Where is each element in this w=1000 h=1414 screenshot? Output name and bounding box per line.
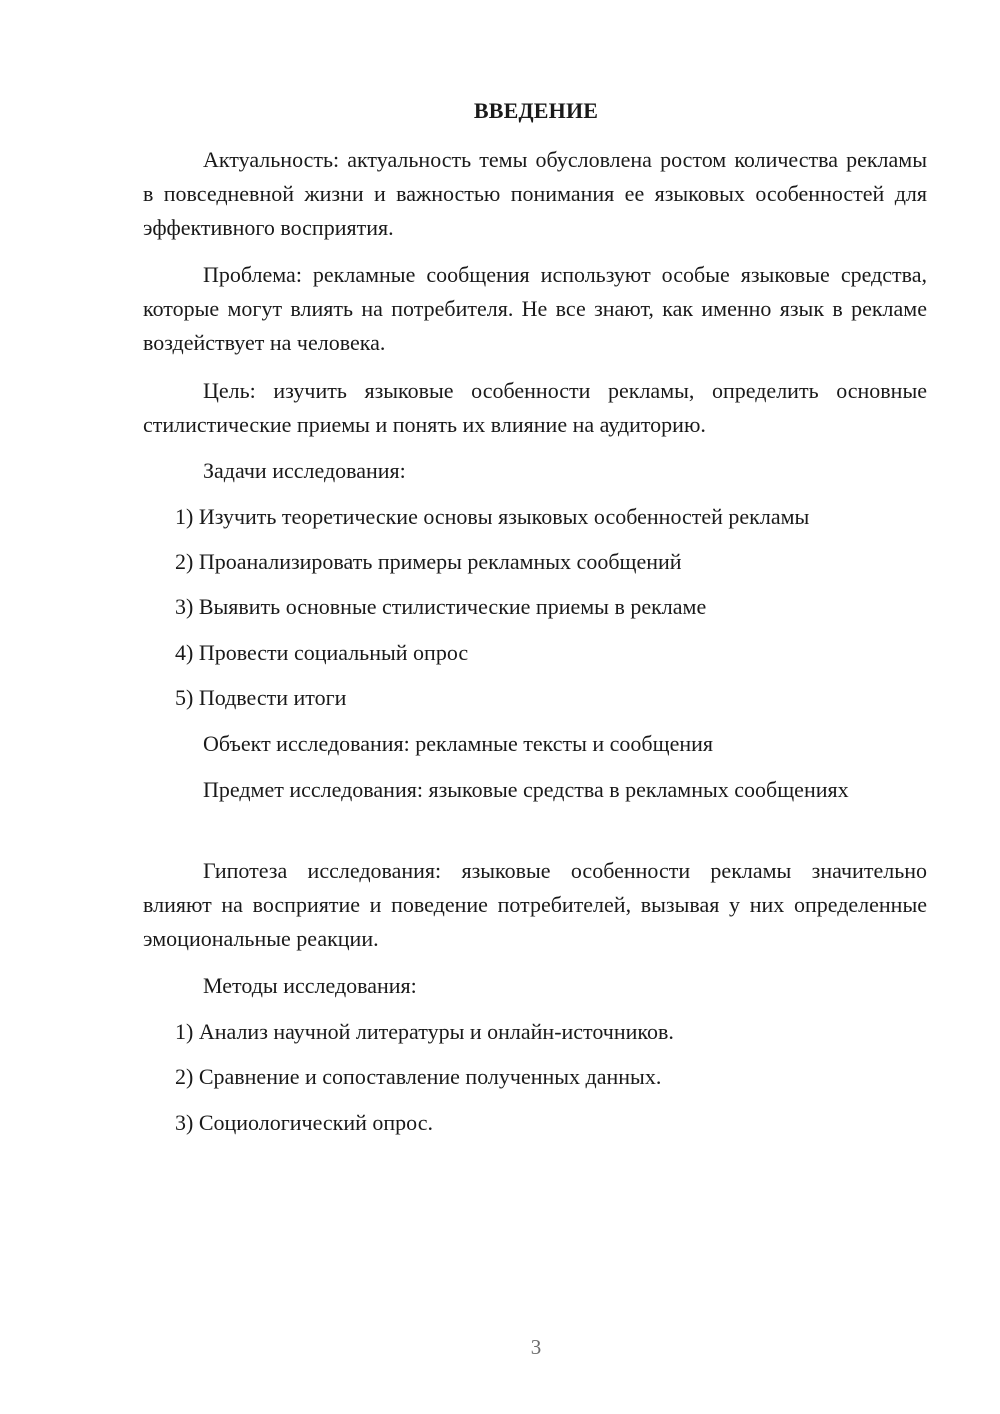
relevance-text: Актуальность: актуальность темы обусловлена ростом количества рекламы в повседневной жизни и важностью понимания ее языковых особенностей для эффективного восприятия. xyxy=(143,147,927,240)
paragraph-subject xyxy=(143,773,927,807)
methods-heading-text: Методы исследования: xyxy=(203,973,417,998)
page-number: 3 xyxy=(530,1335,542,1359)
paragraph-object xyxy=(143,727,927,761)
list-item: 3) Социологический опрос. xyxy=(175,1110,433,1135)
list-item: 3) Выявить основные стилистические приемы в рекламе xyxy=(175,594,707,619)
methods-item xyxy=(143,1106,927,1140)
paragraph-goal xyxy=(143,374,927,442)
tasks-item xyxy=(143,590,927,624)
tasks-heading-text: Задачи исследования: xyxy=(203,458,406,483)
problem-text: Проблема: рекламные сообщения используют особые языковые средства, которые могут влиять на потребителя. Не все знают, как именно язык в рекламе воздействует на человека. xyxy=(143,262,927,355)
tasks-item xyxy=(143,545,927,579)
page-title: ВВЕДЕНИЕ xyxy=(473,98,599,123)
list-item: 1) Изучить теоретические основы языковых особенностей рекламы xyxy=(175,504,810,529)
subject-text: Предмет исследования: языковые средства в рекламных сообщениях xyxy=(203,777,849,802)
list-item: 5) Подвести итоги xyxy=(175,685,347,710)
tasks-item xyxy=(143,636,927,670)
object-text: Объект исследования: рекламные тексты и сообщения xyxy=(203,731,713,756)
paragraph-relevance xyxy=(143,143,927,245)
goal-text: Цель: изучить языковые особенности рекламы, определить основные стилистические приемы и понять их влияние на аудиторию. xyxy=(143,378,927,437)
list-item: 4) Провести социальный опрос xyxy=(175,640,469,665)
tasks-heading xyxy=(143,454,927,488)
paragraph-hypothesis xyxy=(143,854,927,956)
methods-item xyxy=(143,1060,927,1094)
list-item: 2) Проанализировать примеры рекламных сообщений xyxy=(175,549,682,574)
methods-heading xyxy=(143,969,927,1003)
list-item: 1) Анализ научной литературы и онлайн-источников. xyxy=(175,1019,674,1044)
paragraph-problem xyxy=(143,258,927,360)
methods-item xyxy=(143,1015,927,1049)
tasks-item xyxy=(143,500,927,534)
tasks-item xyxy=(143,681,927,715)
list-item: 2) Сравнение и сопоставление полученных данных. xyxy=(175,1064,662,1089)
hypothesis-text: Гипотеза исследования: языковые особенности рекламы значительно влияют на восприятие и поведение потребителей, вызывая у них определенные эмоциональные реакции. xyxy=(143,858,927,951)
